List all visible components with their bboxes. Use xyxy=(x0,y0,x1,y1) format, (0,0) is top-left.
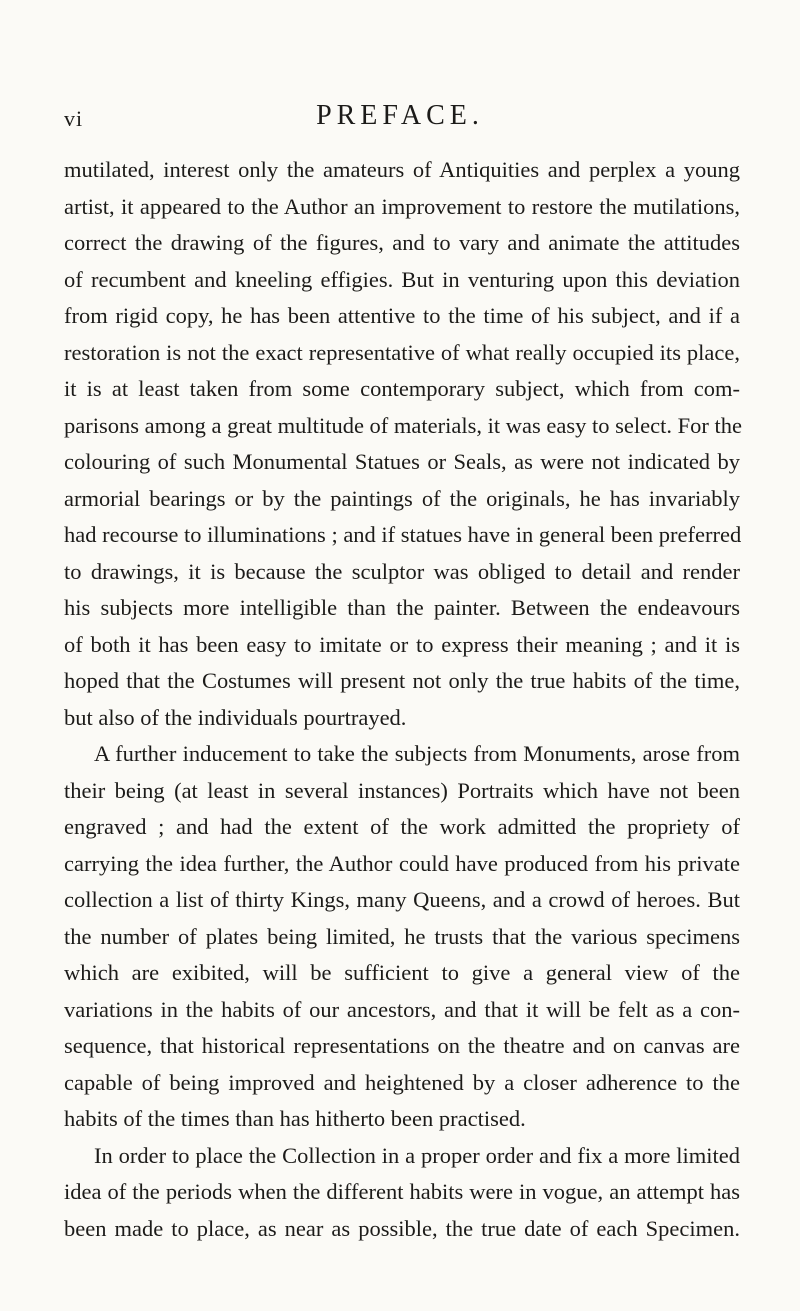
text-line: it is at least taken from some contemporary subject, which from com- xyxy=(64,376,740,401)
text-line: to drawings, it is because the sculptor was obliged to detail and render xyxy=(64,558,740,584)
text-line: armorial bearings or by the paintings of the originals, he has invariably xyxy=(64,485,740,511)
text-line: colouring of such Monumental Statues or Seals, as were not indicated by xyxy=(64,449,740,474)
text-line: from rigid copy, he has been attentive to the time of his subject, and if a xyxy=(64,303,740,328)
text-line: hoped that the Costumes will present not only the true habits of the time, xyxy=(64,668,740,693)
text-line: capable of being improved and heightened by a closer adherence to the xyxy=(64,1069,740,1095)
text-line: variations in the habits of our ancestors, and that it will be felt as a con- xyxy=(64,996,740,1022)
text-line: sequence, that historical representations on the theatre and on canvas are xyxy=(64,1033,740,1058)
paragraph-start-line: In order to place the Collection in a proper order and fix a more limited xyxy=(94,1142,740,1168)
text-line: collection a list of thirty Kings, many Queens, and a crowd of heroes. But xyxy=(64,887,740,912)
text-line: carrying the idea further, the Author could have produced from his private xyxy=(64,850,740,876)
running-title: PREFACE. xyxy=(316,100,484,131)
text-line: had recourse to illuminations ; and if statues have in general been preferred xyxy=(64,522,742,547)
text-line: correct the drawing of the figures, and to vary and animate the attitudes xyxy=(64,230,740,255)
text-line: of recumbent and kneeling effigies. But in venturing upon this deviation xyxy=(64,266,740,292)
text-line: the number of plates being limited, he trusts that the various specimens xyxy=(64,923,740,949)
text-line: idea of the periods when the different habits were in vogue, an attempt has xyxy=(64,1179,740,1204)
page-header xyxy=(0,100,800,140)
text-line: which are exibited, will be sufficient to give a general view of the xyxy=(64,960,740,985)
paragraph-end-line: habits of the times than has hitherto been practised. xyxy=(64,1106,526,1131)
paragraph-end-line: but also of the individuals pourtrayed. xyxy=(64,704,407,730)
text-line: restoration is not the exact representative of what really occupied its place, xyxy=(64,339,740,365)
text-line: of both it has been easy to imitate or to express their meaning ; and it is xyxy=(64,631,740,657)
text-line: parisons among a great multitude of materials, it was easy to select. For the xyxy=(64,412,742,438)
paragraph-start-line: A further inducement to take the subjects from Monuments, arose from xyxy=(94,741,740,766)
text-line: engraved ; and had the extent of the work admitted the propriety of xyxy=(64,814,740,839)
text-line: artist, it appeared to the Author an improvement to restore the mutilations, xyxy=(64,193,740,219)
text-line: mutilated, interest only the amateurs of Antiquities and perplex a young xyxy=(64,157,740,182)
page-number: vi xyxy=(64,106,84,131)
body-text xyxy=(64,152,740,1247)
text-line: his subjects more intelligible than the painter. Between the endeavours xyxy=(64,595,740,620)
text-line: their being (at least in several instances) Portraits which have not been xyxy=(64,777,740,803)
text-line: been made to place, as near as possible, the true date of each Specimen. xyxy=(64,1215,740,1241)
